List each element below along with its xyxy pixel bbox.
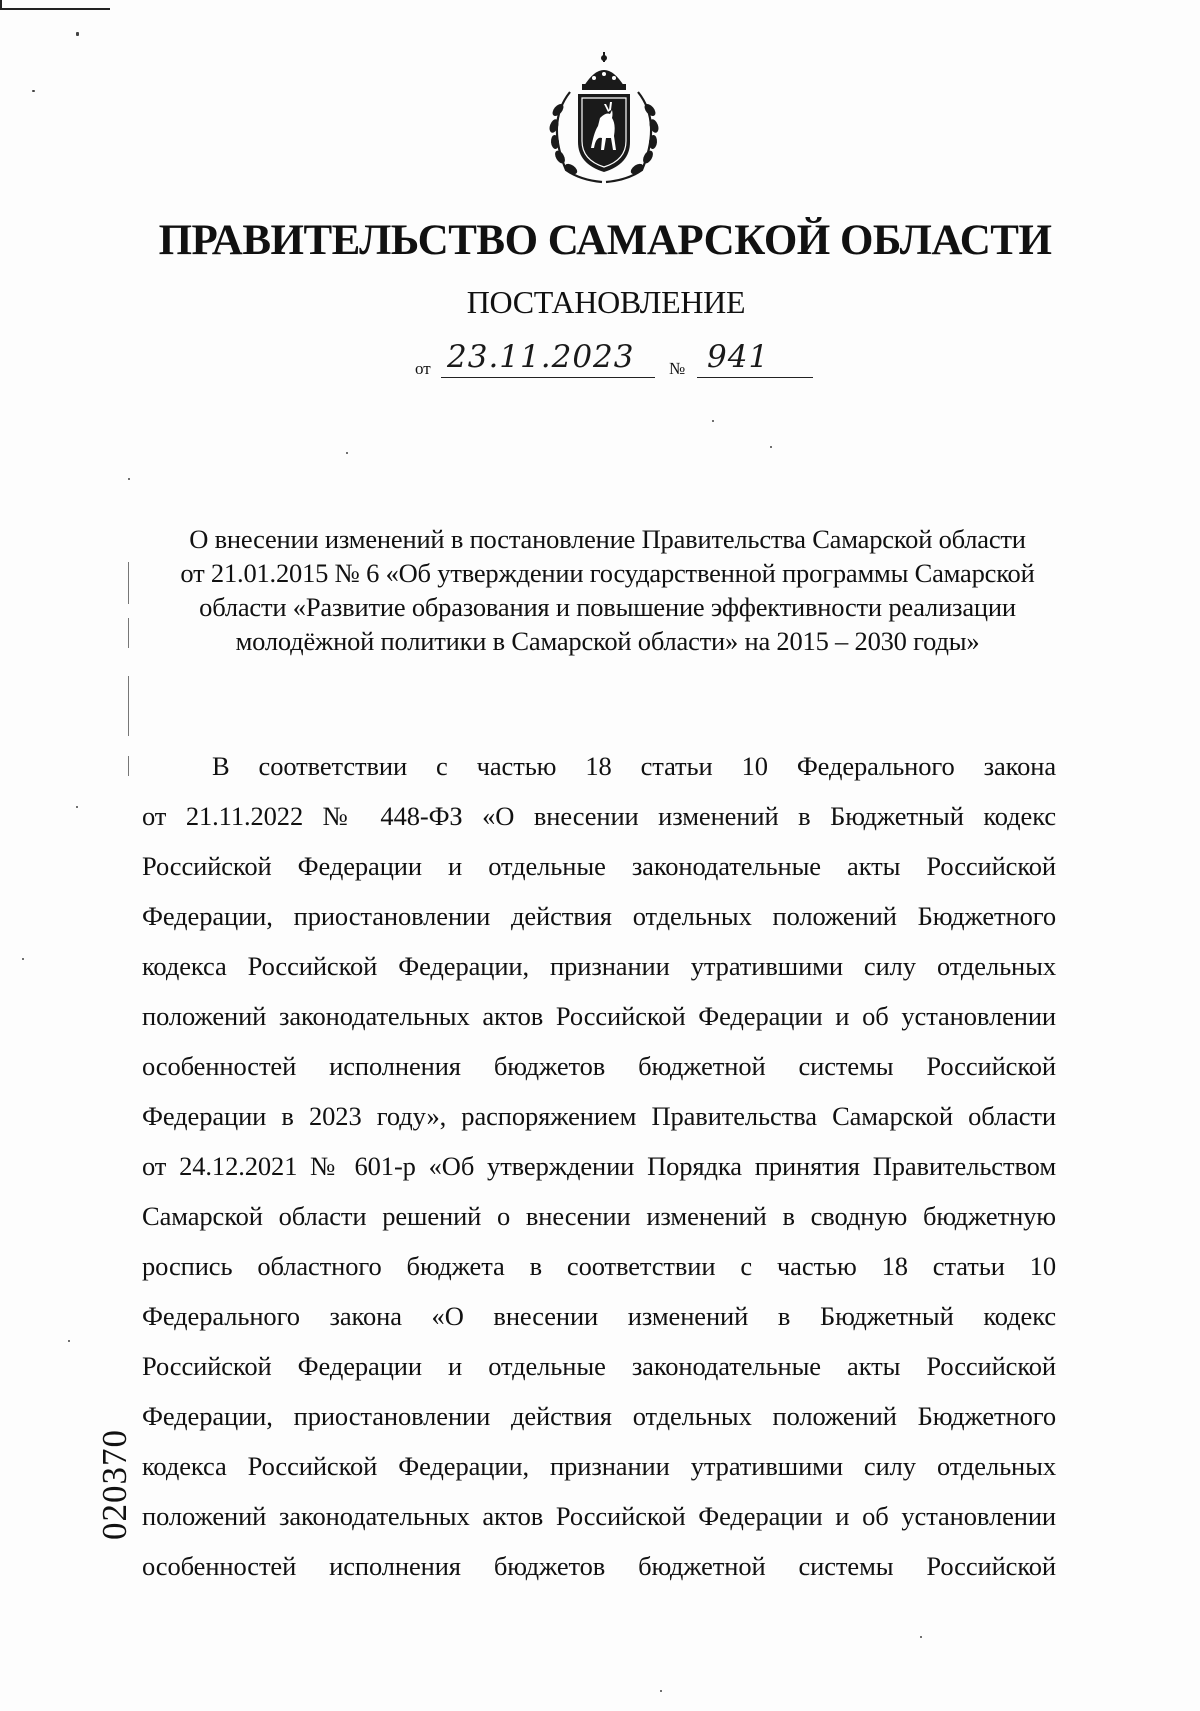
body-line: кодекса Российской Федерации, признании утратившими силу отдельных bbox=[142, 951, 1056, 981]
body-line: кодекса Российской Федерации, признании утратившими силу отдельных bbox=[142, 1451, 1056, 1481]
document-type: ПОСТАНОВЛЕНИЕ bbox=[466, 284, 746, 320]
document-body bbox=[142, 741, 1056, 1591]
scan-speck bbox=[660, 1690, 662, 1692]
subject-line: области «Развитие образования и повышение эффективности реализации bbox=[199, 592, 1016, 622]
scan-speck bbox=[76, 806, 78, 808]
body-line: Федерации, приостановлении действия отдельных положений Бюджетного bbox=[142, 1401, 1056, 1431]
body-line: роспись областного бюджета в соответствии с частью 18 статьи 10 bbox=[142, 1251, 1056, 1281]
body-line: Федерации, приостановлении действия отдельных положений Бюджетного bbox=[142, 901, 1056, 931]
body-line: Самарской области решений о внесении изменений в сводную бюджетную bbox=[142, 1201, 1056, 1231]
body-line: Федерации в 2023 году», распоряжением Правительства Самарской области bbox=[142, 1101, 1056, 1131]
coat-of-arms-icon bbox=[540, 52, 668, 186]
scan-edge-mark bbox=[0, 8, 110, 10]
scan-speck bbox=[76, 32, 79, 36]
body-line: положений законодательных актов Российской Федерации и об установлении bbox=[142, 1001, 1056, 1031]
date-field bbox=[441, 339, 655, 378]
body-line: положений законодательных актов Российской Федерации и об установлении bbox=[142, 1501, 1056, 1531]
margin-mark bbox=[128, 618, 129, 648]
margin-mark bbox=[128, 756, 129, 776]
scan-edge-mark bbox=[0, 0, 2, 10]
number-field bbox=[697, 339, 813, 378]
scan-speck bbox=[346, 452, 348, 454]
scan-speck bbox=[32, 90, 35, 92]
body-line: Федерального закона «О внесении изменений в Бюджетный кодекс bbox=[142, 1301, 1056, 1331]
margin-mark bbox=[128, 562, 129, 604]
scan-speck bbox=[22, 958, 24, 960]
body-line: от 21.11.2022 № 448-ФЗ «О внесении изменений в Бюджетный кодекс bbox=[142, 801, 1056, 831]
number-prefix: № bbox=[669, 359, 686, 378]
scan-speck bbox=[128, 478, 130, 480]
government-title: ПРАВИТЕЛЬСТВО САМАРСКОЙ ОБЛАСТИ bbox=[158, 217, 1052, 264]
subject-line: от 21.01.2015 № 6 «Об утверждении государственной программы Самарской bbox=[180, 558, 1035, 588]
subject-line: О внесении изменений в постановление Правительства Самарской области bbox=[189, 524, 1026, 554]
serial-number: 020370 bbox=[95, 1429, 134, 1540]
body-line: Российской Федерации и отдельные законодательные акты Российской bbox=[142, 1351, 1056, 1381]
scan-speck bbox=[68, 1340, 70, 1342]
scan-speck bbox=[920, 1636, 922, 1638]
body-line: от 24.12.2021 № 601-р «Об утверждении Порядка принятия Правительством bbox=[142, 1151, 1056, 1181]
subject-line: молодёжной политики в Самарской области» на 2015 – 2030 годы» bbox=[235, 626, 980, 656]
scan-speck bbox=[712, 420, 714, 422]
body-line: особенностей исполнения бюджетов бюджетной системы Российской bbox=[142, 1551, 1056, 1581]
margin-mark bbox=[128, 676, 129, 736]
handwritten-number: 941 bbox=[707, 339, 770, 375]
body-line: особенностей исполнения бюджетов бюджетной системы Российской bbox=[142, 1051, 1056, 1081]
scan-speck bbox=[770, 446, 772, 448]
document-subject bbox=[140, 522, 1075, 658]
body-line: Российской Федерации и отдельные законодательные акты Российской bbox=[142, 851, 1056, 881]
handwritten-date: 23.11.2023 bbox=[447, 339, 635, 375]
body-line: В соответствии с частью 18 статьи 10 Федерального закона bbox=[212, 751, 1056, 781]
registration-line bbox=[415, 339, 815, 379]
date-prefix: от bbox=[415, 359, 431, 378]
